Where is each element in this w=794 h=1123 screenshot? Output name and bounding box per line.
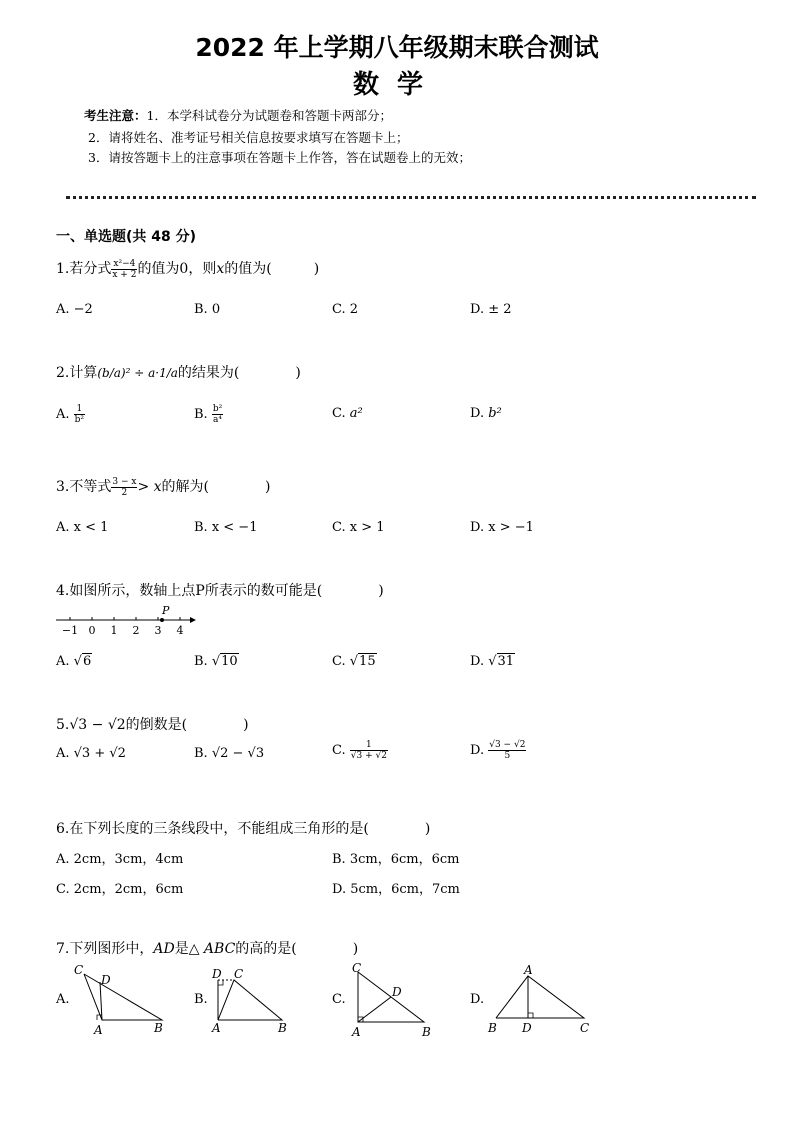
question-7: 7.下列图形中，AD是△ ABC的高的是( )	[56, 941, 359, 957]
q7-figure-d	[484, 962, 594, 1038]
svg-text:B: B	[488, 1021, 497, 1035]
q4-option-b: B. √10	[194, 654, 238, 669]
svg-text:A: A	[94, 1023, 103, 1037]
svg-text:B: B	[278, 1021, 287, 1035]
svg-text:C: C	[352, 961, 362, 975]
q7-figure-a	[70, 962, 170, 1038]
axis-tick-label: 3	[154, 624, 162, 637]
q7-figure-b	[208, 962, 298, 1038]
question-3: 3.不等式 $\frac{3 - x}{2}$ > x的解为( )	[56, 476, 271, 498]
q1-option-a: A. −2	[56, 302, 93, 317]
q7-option-d: D.	[470, 992, 485, 1007]
axis-tick-label: 4	[176, 624, 184, 637]
svg-text:D: D	[101, 973, 111, 987]
q1-option-d: D. ± 2	[470, 302, 512, 317]
q6-option-a: A. 2cm，3cm，4cm	[56, 852, 184, 867]
point-p-label: P	[162, 604, 170, 617]
axis-tick-label: −1	[61, 624, 79, 637]
q3-option-b: B. x < −1	[194, 520, 258, 535]
notice-label: 考生注意：	[84, 108, 147, 123]
q2-option-a: A. $\frac{1}{\text{b²}}$	[56, 404, 85, 425]
q4-option-a: A. √6	[56, 654, 92, 669]
svg-text:B: B	[422, 1025, 431, 1039]
q2-expression: (b/a)² ÷ a·1/a	[97, 366, 178, 380]
subject-title: 数学	[352, 70, 441, 100]
number-line-figure	[54, 604, 199, 638]
notice-line-1	[84, 106, 392, 124]
q7-option-b: B.	[194, 992, 208, 1007]
svg-text:B: B	[154, 1021, 163, 1035]
section-title: 一、单选题(共 48 分)	[56, 229, 197, 245]
question-6: 6.在下列长度的三条线段中，不能组成三角形的是( )	[56, 821, 431, 837]
svg-text:D: D	[212, 967, 222, 981]
q1-option-b: B. 0	[194, 302, 221, 317]
question-1: 1.若分式 $\frac{\text{x²−4}}{x + 2}$ 的值为0，则x的值为( )	[56, 258, 320, 280]
svg-text:A: A	[352, 1025, 361, 1039]
q7-figure-c	[346, 958, 442, 1040]
question-4: 4.如图所示，数轴上点P所表示的数可能是( )	[56, 583, 384, 599]
q6-option-b: B. 3cm，6cm，6cm	[332, 852, 460, 867]
question-2: 2.计算(b/a)² ÷ a·1/a的结果为( )	[56, 365, 301, 381]
q3-option-c: C. x > 1	[332, 520, 385, 535]
q1-option-c: C. 2	[332, 302, 359, 317]
q2-option-c: C. a²	[332, 406, 363, 421]
axis-tick-label: 1	[110, 624, 118, 637]
q6-option-d: D. 5cm，6cm，7cm	[332, 882, 460, 897]
notice-line-2: 2．请将姓名、准考证号相关信息按要求填写在答题卡上；	[88, 130, 409, 145]
q2-option-b: B. $\frac{\text{b²}}{\text{a⁴}}$	[194, 404, 223, 425]
divider-dotted	[66, 196, 756, 199]
svg-text:C: C	[234, 967, 244, 981]
exam-title: 2022 年上学期八年级期末联合测试	[195, 33, 599, 62]
notice-text-1: 1．本学科试卷分为试题卷和答题卡两部分；	[146, 108, 392, 123]
axis-tick-label: 0	[88, 624, 96, 637]
svg-text:C: C	[74, 963, 84, 977]
q5-option-a: A. √3 + √2	[56, 746, 126, 761]
svg-text:D: D	[522, 1021, 532, 1035]
svg-text:C: C	[580, 1021, 590, 1035]
q7-option-a: A.	[56, 992, 70, 1007]
axis-tick-label: 2	[132, 624, 140, 637]
svg-text:A: A	[212, 1021, 221, 1035]
q4-option-d: D. √31	[470, 654, 515, 669]
q5-option-d: D. $\frac{√3 - √2}{5}$	[470, 740, 526, 761]
q7-option-c: C.	[332, 992, 346, 1007]
point-p	[160, 618, 164, 622]
q3-fraction: $\frac{3 - x}{2}$	[112, 476, 137, 498]
question-5: 5.√3 − √2的倒数是( )	[56, 717, 249, 733]
svg-text:D: D	[392, 985, 402, 999]
q5-option-b: B. √2 − √3	[194, 746, 265, 761]
q5-option-c: C. $\frac{1}{√3 + √2}$	[332, 740, 387, 761]
q1-fraction: $\frac{\text{x²−4}}{x + 2}$	[112, 258, 137, 280]
q2-option-d: D. b²	[470, 406, 502, 421]
q3-option-a: A. x < 1	[56, 520, 109, 535]
svg-text:A: A	[524, 963, 533, 977]
q4-option-c: C. √15	[332, 654, 376, 669]
q6-option-c: C. 2cm，2cm，6cm	[56, 882, 184, 897]
notice-line-3: 3．请按答题卡上的注意事项在答题卡上作答，答在试题卷上的无效；	[88, 150, 471, 165]
q3-option-d: D. x > −1	[470, 520, 534, 535]
